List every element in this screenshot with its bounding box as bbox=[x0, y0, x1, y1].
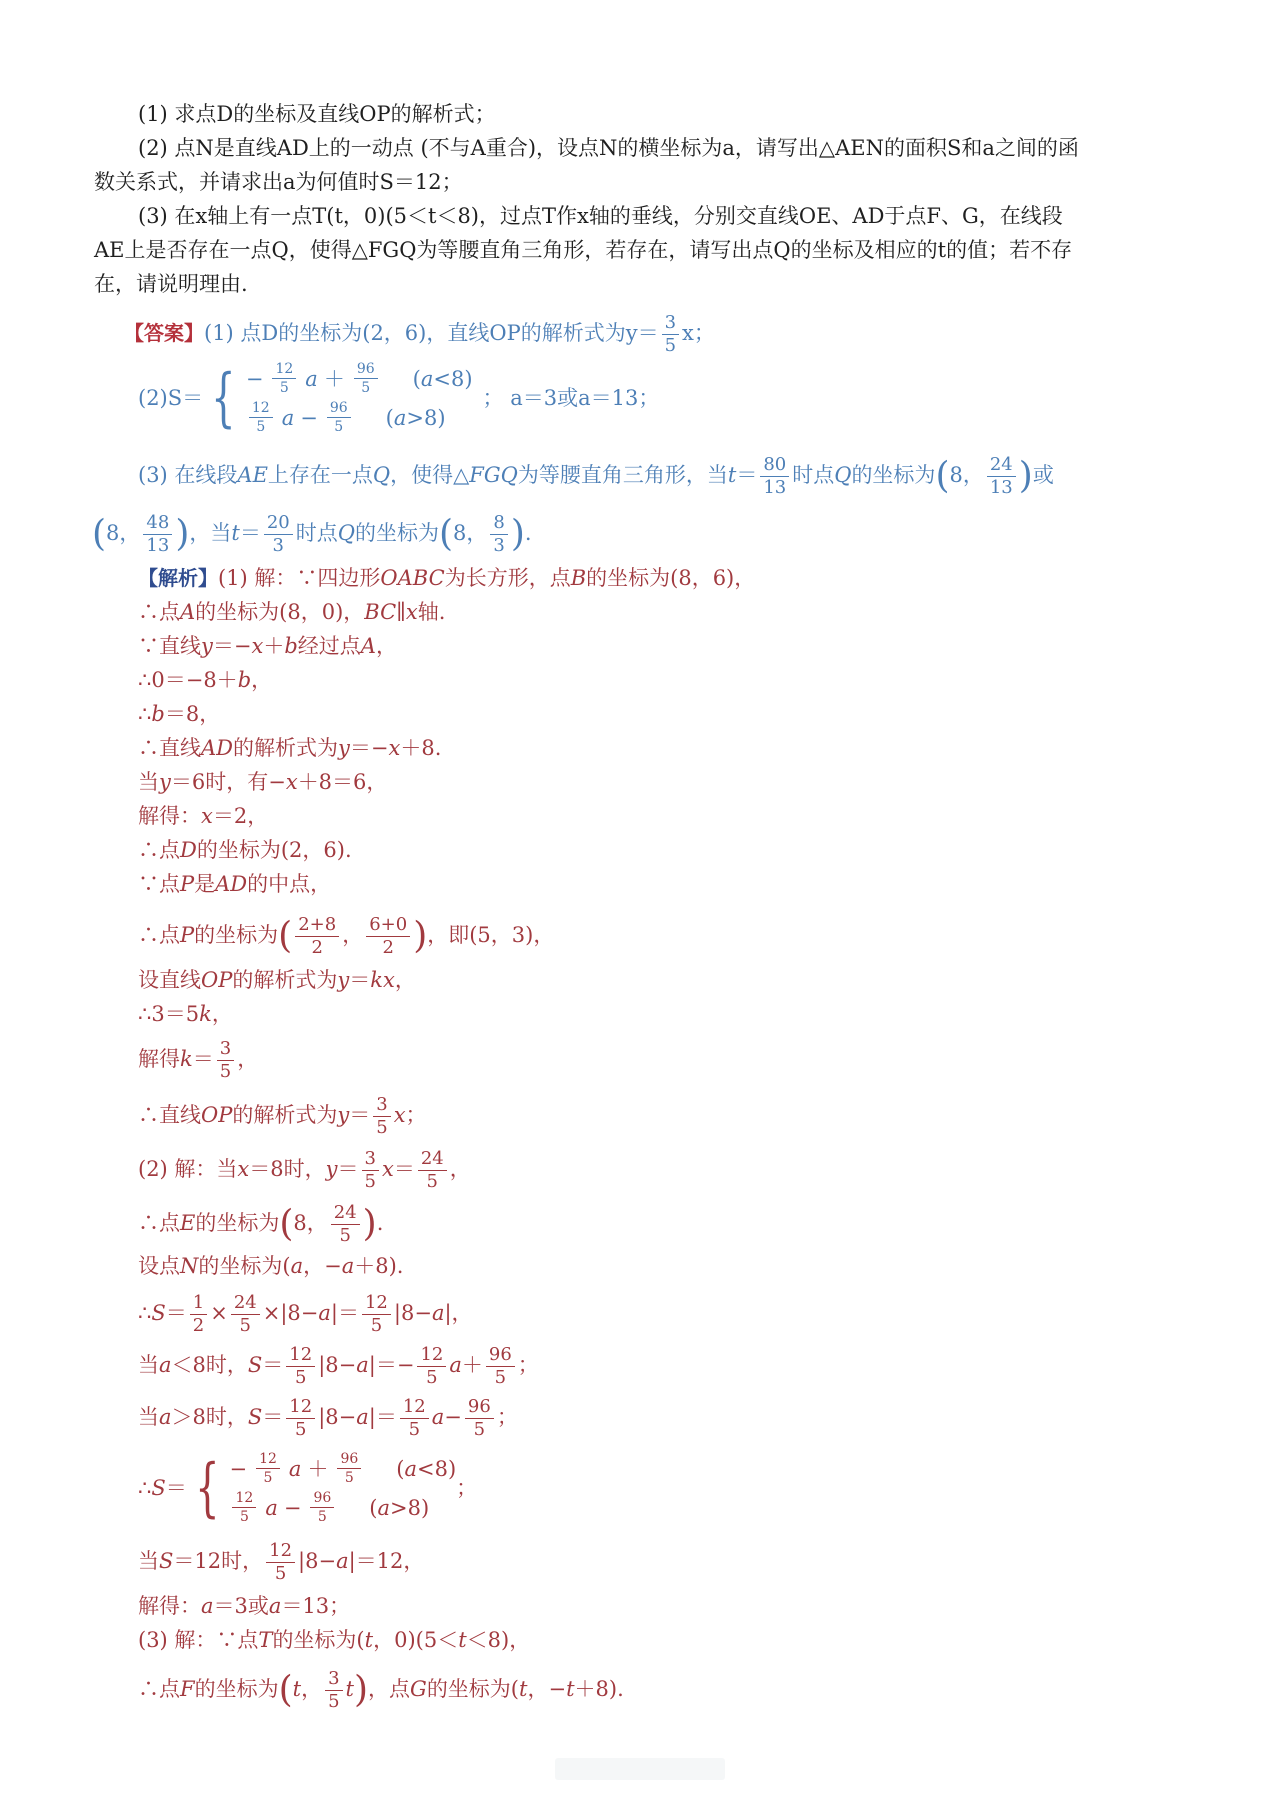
piecewise-case-2: $\frac{12}{5}$ a − $\frac{96}{5}$ (a>8) bbox=[246, 401, 473, 434]
solution-line-10: ∵点P是AD的中点， bbox=[138, 872, 332, 896]
solution-line-25: (3) 解：∵点T的坐标为(t，0)(5＜t＜8)， bbox=[138, 1628, 531, 1652]
solution-line-26: ∴点F的坐标为(t， $\frac{3}{5}$ t)，点G的坐标为(t，−t＋8). bbox=[138, 1668, 624, 1712]
solution-line-8: 解得：x＝2， bbox=[138, 804, 269, 828]
solution-line-20: 当a＜8时，S＝ $\frac{12}{5}$ |8−a|＝− $\frac{12}{5}$ a＋ $\frac{96}{5}$ ； bbox=[138, 1344, 539, 1388]
answer-part-1-text: (1) 点D的坐标为(2，6)，直线OP的解析式为y＝ bbox=[204, 321, 659, 345]
solution-line-5: ∴b＝8， bbox=[138, 702, 221, 726]
question-part-2-line-1: (2) 点N是直线AD上的一动点 (不与A重合)，设点N的横坐标为a，请写出△AEN的面积S和a之间的函 bbox=[138, 136, 1079, 160]
question-part-2-line-2: 数关系式，并请求出a为何值时S＝12； bbox=[94, 170, 463, 194]
question-part-3-line-2: AE上是否存在一点Q，使得△FGQ为等腰直角三角形，若存在，请写出点Q的坐标及相应的t的值；若不存 bbox=[94, 238, 1073, 262]
solution-line-19: ∴S＝ $\frac{1}{2}$ × $\frac{24}{5}$ ×|8−a|＝ $\frac{12}{5}$ |8−a|， bbox=[138, 1292, 473, 1336]
answer-tag: 【答案】 bbox=[124, 321, 204, 345]
piecewise-cases: − $\frac{12}{5}$ a ＋ $\frac{96}{5}$ (a<8) $\frac{12}{5}$ a − $\frac{96}{5}$ (a>8) bbox=[229, 1451, 457, 1525]
solution-line-11: ∴点P的坐标为( $\frac{2+8}{2}$ ， $\frac{6+0}{2}$ )，即(5，3)， bbox=[138, 914, 555, 958]
solution-line-2: ∴点A的坐标为(8，0)，BC∥x轴. bbox=[138, 600, 446, 624]
solution-line-9: ∴点D的坐标为(2，6). bbox=[138, 838, 352, 862]
answer-part-3-line-1: (3) 在线段AE上存在一点Q，使得△FGQ为等腰直角三角形，当t＝ $\frac{80}{13}$ 时点Q的坐标为(8， $\frac{24}{13}$ )或 bbox=[138, 454, 1054, 498]
solution-line-17: ∴点E的坐标为(8， $\frac{24}{5}$ ). bbox=[138, 1202, 384, 1246]
solution-line-24: 解得：a＝3或a＝13； bbox=[138, 1594, 351, 1618]
answer-part-2-prefix: (2)S＝ bbox=[138, 386, 204, 410]
solution-line-3: ∵直线y＝−x＋b经过点A， bbox=[138, 634, 397, 658]
brace-symbol: { bbox=[194, 1451, 220, 1525]
solution-line-6: ∴直线AD的解析式为y＝−x＋8. bbox=[138, 736, 442, 760]
solution-line-16: (2) 解：当x＝8时，y＝ $\frac{3}{5}$ x＝ $\frac{24}{5}$ ， bbox=[138, 1148, 471, 1192]
solution-line-13: ∴3＝5k， bbox=[138, 1002, 233, 1026]
watermark bbox=[555, 1758, 725, 1780]
answer-part-2 bbox=[138, 362, 659, 434]
question-part-3-line-3: 在，请说明理由. bbox=[94, 272, 248, 296]
fraction-numerator: 3 bbox=[662, 314, 679, 335]
solution-line-22: ∴ S ＝ { − $\frac{12}{5}$ a ＋ $\frac{96}{5}$ (a<8) $\frac{12}{5}$ a − $\frac{96}{5}$ (a>8) ； bbox=[138, 1451, 478, 1525]
solution-line-15: ∴直线OP的解析式为y＝ $\frac{3}{5}$ x； bbox=[138, 1094, 427, 1138]
answer-part-1-tail: x； bbox=[682, 321, 715, 345]
solution-line-21: 当a＞8时，S＝ $\frac{12}{5}$ |8−a|＝ $\frac{12}{5}$ a− $\frac{96}{5}$ ； bbox=[138, 1396, 518, 1440]
solution-line-12: 设直线OP的解析式为y＝kx， bbox=[138, 968, 416, 992]
question-part-1: (1) 求点D的坐标及直线OP的解析式； bbox=[138, 102, 496, 126]
question-part-3-line-1: (3) 在x轴上有一点T(t，0)(5＜t＜8)，过点T作x轴的垂线，分别交直线OE、AD于点F、G，在线段 bbox=[138, 204, 1063, 228]
solution-line-14: 解得k＝ $\frac{3}{5}$ ， bbox=[138, 1038, 259, 1082]
solution-line-7: 当y＝6时，有−x＋8＝6， bbox=[138, 770, 388, 794]
answer-slope-fraction bbox=[662, 314, 679, 355]
solution-line-23: 当S＝12时， $\frac{12}{5}$ |8−a|＝12， bbox=[138, 1540, 425, 1584]
fraction-denominator: 5 bbox=[664, 335, 677, 356]
answer-part-3-line-2: (8， $\frac{48}{13}$ )，当t＝ $\frac{20}{3}$ 时点Q的坐标为(8， $\frac{8}{3}$ ). bbox=[92, 512, 532, 556]
answer-part-1 bbox=[124, 314, 715, 355]
solution-line-4: ∴0＝−8＋b， bbox=[138, 668, 273, 692]
solution-tag: 【解析】 bbox=[138, 566, 218, 590]
answer-part-2-tail: ； a＝3或a＝13； bbox=[482, 386, 660, 410]
solution-line-1: 【解析】(1) 解：∵四边形OABC为长方形，点B的坐标为(8，6)， bbox=[138, 566, 756, 590]
brace-symbol: { bbox=[211, 361, 236, 435]
piecewise-case-1: − $\frac{12}{5}$ a ＋ $\frac{96}{5}$ (a<8) bbox=[245, 361, 473, 396]
solution-line-18: 设点N的坐标为(a，−a＋8). bbox=[138, 1254, 404, 1278]
piecewise-cases bbox=[246, 362, 473, 434]
